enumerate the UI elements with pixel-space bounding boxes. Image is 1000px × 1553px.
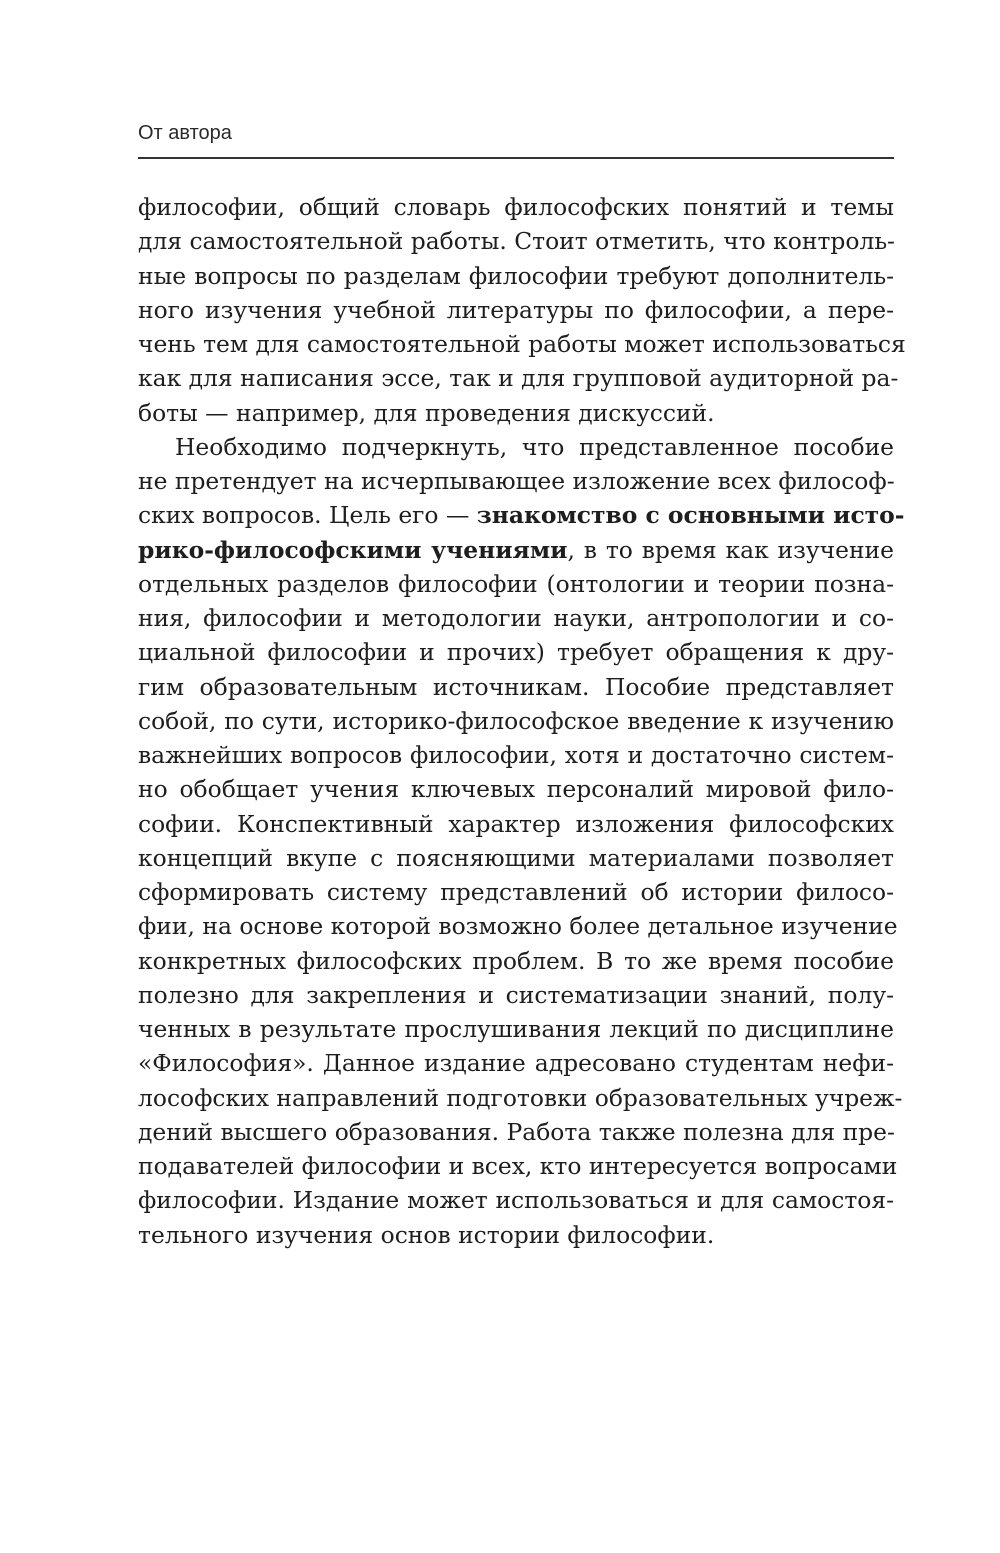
text-line-with-emphasis (138, 533, 894, 567)
header-divider (138, 157, 894, 159)
text-line: как для написания эссе, так и для групповой аудиторной ра- (138, 364, 899, 393)
text-line: для самостоятельной работы. Стоит отметить, что контроль- (138, 227, 895, 256)
text-line: концепций вкупе с поясняющими материалами позволяет (138, 843, 894, 872)
text-line: циальной философии и прочих) требует обращения к дру- (138, 638, 894, 667)
text-line: сформировать систему представлений об истории филосо- (138, 878, 894, 906)
text-line: конкретных философских проблем. В то же время пособие (138, 946, 894, 975)
text-line: ния, философии и методологии науки, антропологии и со- (138, 604, 894, 632)
text-line: важнейших вопросов философии, хотя и достаточно систем- (138, 741, 894, 769)
text-line: боты — например, для проведения дискуссий. (138, 398, 715, 427)
text-line: тельного изучения основ истории философии. (138, 1220, 715, 1249)
running-title: От автора (138, 122, 232, 144)
line-text: , в то время как изучение (567, 535, 894, 564)
text-line: философии, общий словарь философских понятий и темы (138, 193, 894, 221)
text-line: но обобщает учения ключевых персоналий мировой фило- (138, 775, 894, 804)
text-line: подавателей философии и всех, кто интересуется вопросами (138, 1152, 898, 1180)
line-text: ских вопросов. Цель его — (138, 501, 477, 530)
text-line: фии, на основе которой возможно более детальное изучение (138, 912, 898, 941)
text-line: Необходимо подчеркнуть, что представленное пособие (175, 432, 894, 461)
text-line: гим образовательным источникам. Пособие представляет (138, 672, 894, 701)
text-line: не претендует на исчерпывающее изложение всех философ- (138, 467, 895, 495)
text-line: «Философия». Данное издание адресовано студентам нефи- (138, 1049, 894, 1078)
text-line: дений высшего образования. Работа также полезна для пре- (138, 1117, 895, 1146)
paragraph-2 (138, 430, 905, 1252)
text-line: собой, по сути, историко-философское введение к изучению (138, 706, 894, 735)
text-line: софии. Конспективный характер изложения философских (138, 809, 894, 838)
page-body (138, 190, 906, 1252)
text-line: лософских направлений подготовки образовательных учреж- (138, 1083, 903, 1112)
emphasized-text: знакомство с основными исто- (476, 501, 905, 530)
text-line-with-emphasis (138, 498, 905, 532)
text-line: ного изучения учебной литературы по философии, а пере- (138, 295, 894, 324)
paragraph-1 (138, 190, 906, 430)
text-line: отдельных разделов философии (онтологии и теории позна- (138, 569, 894, 598)
text-line: полезно для закрепления и систематизации знаний, полу- (138, 980, 894, 1009)
emphasized-text: рико-философскими учениями (138, 535, 568, 564)
text-line: ные вопросы по разделам философии требуют дополнитель- (138, 261, 894, 290)
text-line: философии. Издание может использоваться и для самостоя- (138, 1186, 894, 1215)
text-line: ченных в результате прослушивания лекций по дисциплине (138, 1015, 894, 1043)
text-line: чень тем для самостоятельной работы может использоваться (138, 330, 906, 358)
